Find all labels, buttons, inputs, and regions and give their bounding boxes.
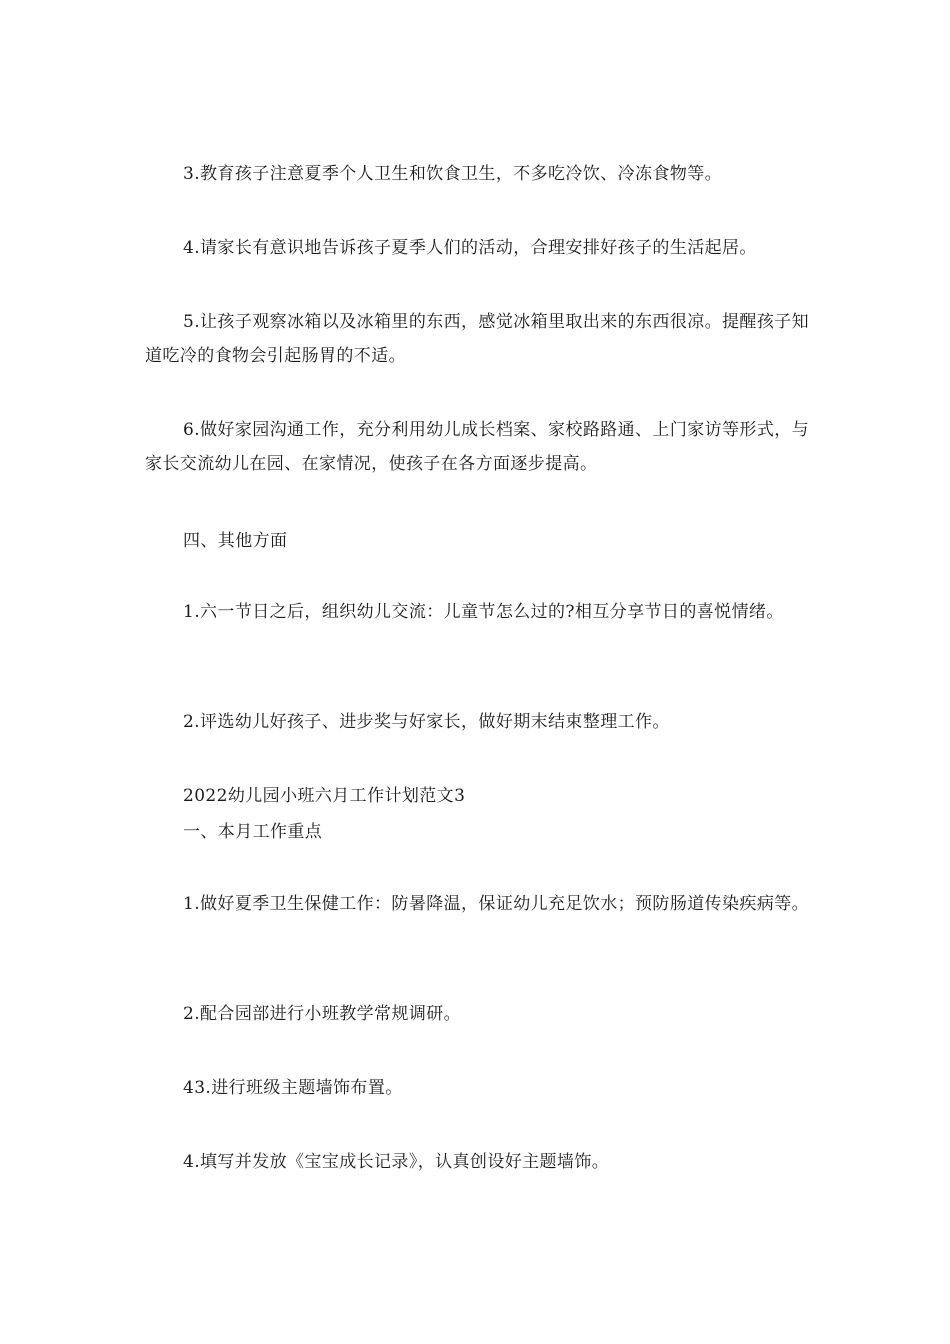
paragraph-item-3: 3.教育孩子注意夏季个人卫生和饮食卫生，不多吃冷饮、冷冻食物等。 [183,164,723,184]
paragraph-item-5: 5.让孩子观察冰箱以及冰箱里的东西，感觉冰箱里取出来的东西很凉。提醒孩子知道吃冷的食物会引起肠胃的不适。 [145,312,810,366]
paragraph-focus-43: 43.进行班级主题墙饰布置。 [183,1078,403,1098]
document-subtitle: 2022幼儿园小班六月工作计划范文3 [183,786,466,806]
paragraph-item-6: 6.做好家园沟通工作，充分利用幼儿成长档案、家校路路通、上门家访等形式，与家长交流幼儿在园、在家情况，使孩子在各方面逐步提高。 [145,420,810,474]
paragraph-item-4: 4.请家长有意识地告诉孩子夏季人们的活动，合理安排好孩子的生活起居。 [183,238,757,258]
paragraph-focus-1: 1.做好夏季卫生保健工作：防暑降温，保证幼儿充足饮水；预防肠道传染疾病等。 [183,894,810,914]
section-heading-other: 四、其他方面 [183,531,288,551]
paragraph-other-2: 2.评选幼儿好孩子、进步奖与好家长，做好期末结束整理工作。 [183,712,670,732]
section-heading-focus: 一、本月工作重点 [183,822,323,842]
paragraph-focus-4: 4.填写并发放《宝宝成长记录》，认真创设好主题墙饰。 [183,1152,610,1172]
paragraph-focus-2: 2.配合园部进行小班教学常规调研。 [183,1004,462,1024]
paragraph-other-1: 1.六一节日之后，组织幼儿交流：儿童节怎么过的?相互分享节日的喜悦情绪。 [183,602,784,622]
